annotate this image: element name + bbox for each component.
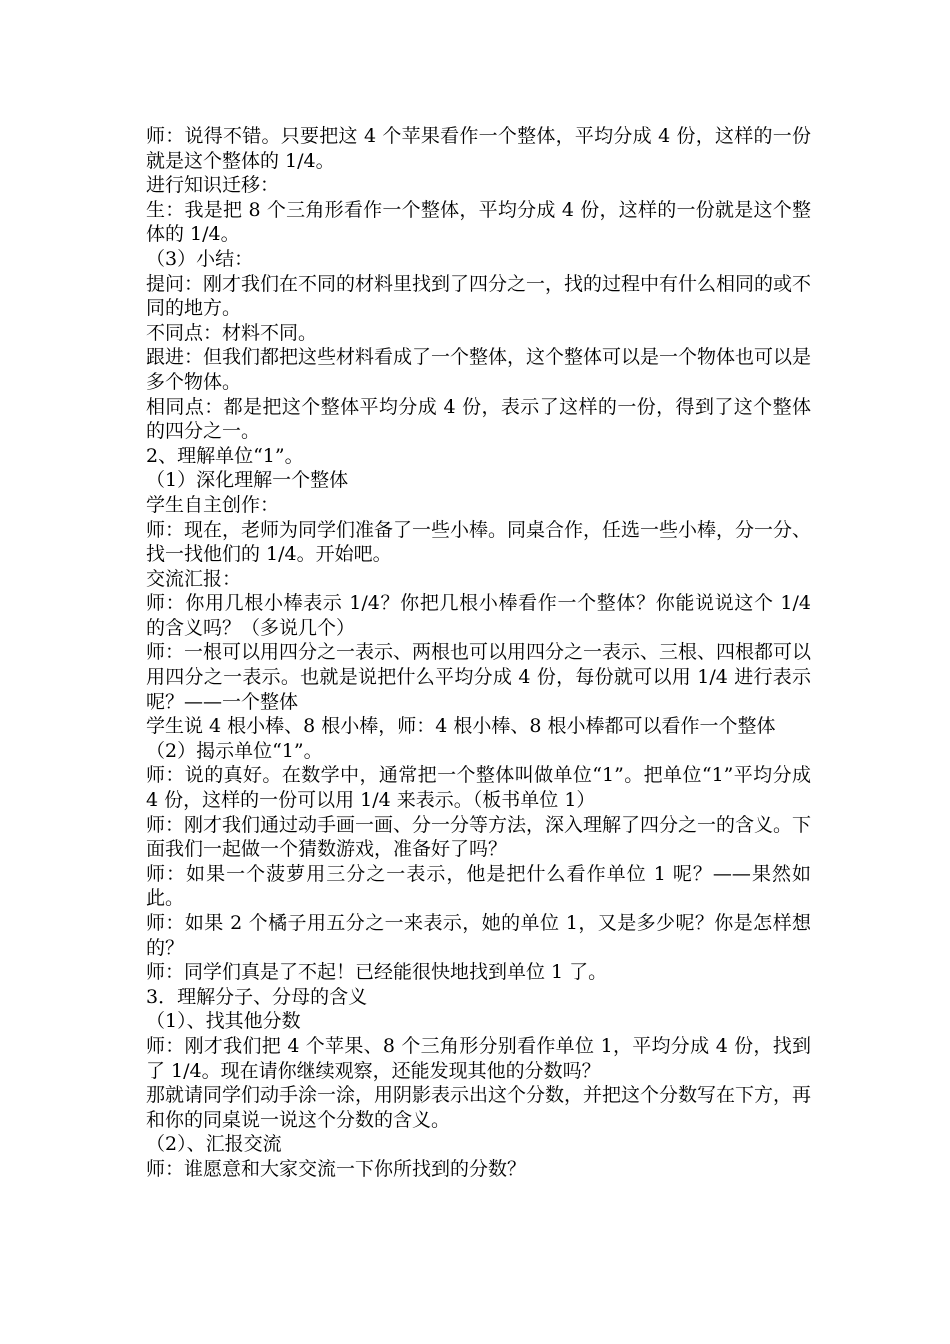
paragraph: 师：说的真好。在数学中，通常把一个整体叫做单位“1”。把单位“1”平均分成 4 份，这样的一份可以用 1/4 来表示。（板书单位 1） [146,764,811,812]
section-heading: 3．理解分子、分母的含义 [146,985,368,1008]
subsection-heading: （2）揭示单位“1”。 [146,739,323,762]
document-body [146,124,811,1182]
paragraph: 跟进：但我们都把这些材料看成了一个整体，这个整体可以是一个物体也可以是多个物体。 [146,346,812,393]
paragraph: 相同点：都是把这个整体平均分成 4 份，表示了这样的一份，得到了这个整体的四分之一。 [146,395,811,443]
subsection-heading: （1）深化理解一个整体 [146,469,349,492]
paragraph: 师：刚才我们把 4 个苹果、8 个三角形分别看作单位 1，平均分成 4 份，找到了 1/4。现在请你继续观察，还能发现其他的分数吗？ [146,1034,811,1082]
paragraph: 师：现在，老师为同学们准备了一些小棒。同桌合作，任选一些小棒，分一分、找一找他们的 1/4。开始吧。 [146,518,812,566]
paragraph: 交流汇报： [146,567,242,590]
paragraph: 师：谁愿意和大家交流一下你所找到的分数？ [146,1157,527,1180]
subsection-heading: （1）、找其他分数 [146,1010,301,1033]
paragraph: 不同点：材料不同。 [146,321,318,344]
paragraph: （3）小结： [146,247,254,270]
paragraph: 师：说得不错。只要把这 4 个苹果看作一个整体，平均分成 4 份，这样的一份就是这个整体的 1/4。 [146,125,811,172]
paragraph: 师：你用几根小棒表示 1/4？你把几根小棒看作一个整体？你能说说这个 1/4 的含义吗？（多说几个） [146,592,811,639]
paragraph: 生：我是把 8 个三角形看作一个整体，平均分成 4 份，这样的一份就是这个整体的 1/4。 [146,198,811,246]
paragraph: 提问：刚才我们在不同的材料里找到了四分之一，找的过程中有什么相同的或不同的地方。 [146,272,812,320]
paragraph: 师：刚才我们通过动手画一画、分一分等方法，深入理解了四分之一的含义。下面我们一起做一个猜数游戏，准备好了吗？ [146,813,812,861]
paragraph: 师：一根可以用四分之一表示、两根也可以用四分之一表示、三根、四根都可以用四分之一表示。也就是说把什么平均分成 4 份，每份就可以用 1/4 进行表示呢？——一个整体 [146,641,812,713]
section-heading: 2、理解单位“1”。 [146,444,304,467]
paragraph: 师：同学们真是了不起！已经能很快地找到单位 1 了。 [146,961,608,984]
paragraph: 师：如果 2 个橘子用五分之一来表示，她的单位 1，又是多少呢？你是怎样想的？ [146,912,811,959]
paragraph: 师：如果一个菠萝用三分之一表示，他是把什么看作单位 1 呢？——果然如此。 [146,862,811,910]
paragraph: 那就请同学们动手涂一涂，用阴影表示出这个分数，并把这个分数写在下方，再和你的同桌说一说这个分数的含义。 [146,1084,812,1131]
paragraph: 学生自主创作： [146,493,280,516]
paragraph: 进行知识迁移： [146,174,280,197]
subsection-heading: （2）、汇报交流 [146,1133,282,1156]
paragraph: 学生说 4 根小棒、8 根小棒，师：4 根小棒、8 根小棒都可以看作一个整体 [146,715,776,738]
